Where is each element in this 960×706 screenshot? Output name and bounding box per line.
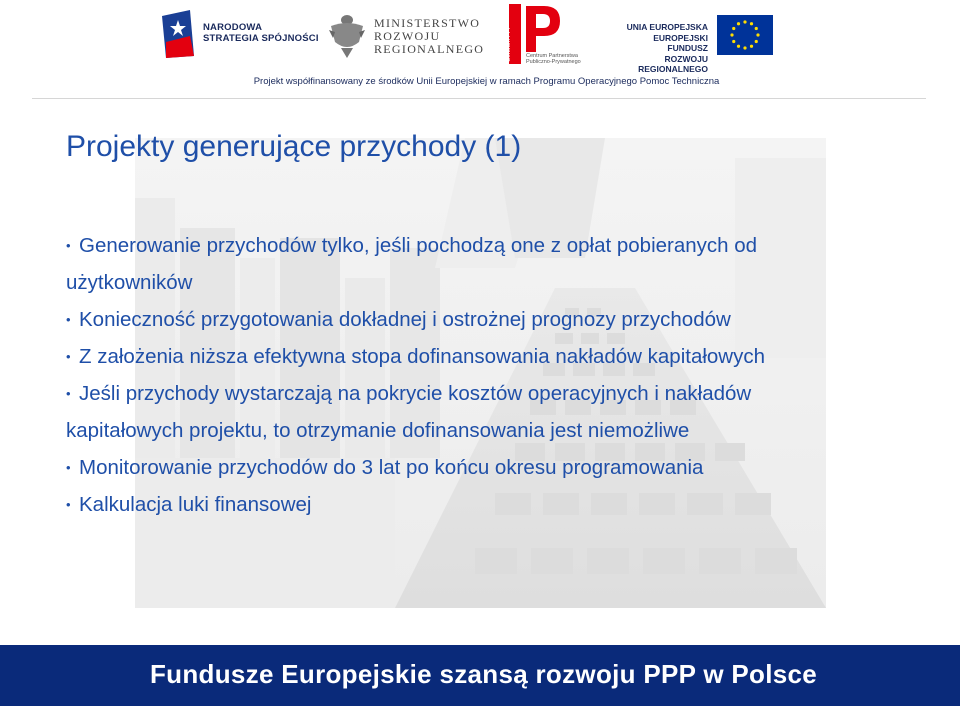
eu-line-3: ROZWOJU REGIONALNEGO	[638, 53, 708, 74]
eu-flag-icon	[717, 15, 773, 55]
bullet-continuation: kapitałowych projektu, to otrzymanie dofinansowania jest niemożliwe	[66, 419, 690, 442]
eu-star	[743, 46, 746, 49]
ppp-bar-text: Centrum PPP	[506, 25, 512, 62]
header-divider	[32, 98, 926, 99]
bullet-item: • Jeśli przychody wystarczają na pokrycie kosztów operacyjnych i nakładów	[66, 375, 886, 412]
bullet-item: • Kalkulacja luki finansowej	[66, 486, 886, 523]
eu-star	[732, 27, 735, 30]
header	[0, 0, 960, 100]
eu-star	[750, 22, 753, 25]
nss-flag-logo	[160, 8, 196, 60]
eu-logo-text	[612, 22, 708, 75]
footer-banner	[0, 645, 960, 706]
ministry-line-1: MINISTERSTWO	[374, 16, 481, 30]
eu-star	[730, 33, 733, 36]
eu-star	[737, 45, 740, 48]
eu-star	[737, 22, 740, 25]
eu-line-2: EUROPEJSKI FUNDUSZ	[653, 32, 708, 53]
ppp-centre-text	[526, 53, 581, 65]
ministry-line-2: ROZWOJU	[374, 29, 441, 43]
eu-star	[732, 40, 735, 43]
bullet-list	[66, 227, 886, 523]
bullet-item: • Z założenia niższa efektywna stopa dofinansowania nakładów kapitałowych	[66, 338, 886, 375]
eu-star	[755, 40, 758, 43]
eagle-emblem-icon	[327, 12, 367, 60]
bullet-continuation: użytkowników	[66, 271, 193, 294]
cofinancing-subtitle: Projekt współfinansowany ze środków Unii Europejskiej w ramach Programu Operacyjnego Pomoc Techniczna	[253, 76, 720, 87]
eu-star	[743, 20, 746, 23]
nss-logo-text	[203, 22, 319, 44]
bullet-item: • Konieczność przygotowania dokładnej i ostrożnej prognozy przychodów	[66, 301, 886, 338]
bullet-item: • Generowanie przychodów tylko, jeśli pochodzą one z opłat pobieranych od	[66, 227, 886, 264]
slide-title: Projekty generujące przychody (1)	[66, 130, 522, 163]
ppp-centre-line-2: Publiczno-Prywatnego	[526, 59, 581, 65]
bullet-item: • Monitorowanie przychodów do 3 lat po końcu okresu programowania	[66, 449, 886, 486]
footer-slogan: Fundusze Europejskie szansą rozwoju PPP w Polsce	[150, 659, 818, 689]
eu-star	[756, 33, 759, 36]
ministry-line-3: REGIONALNEGO	[374, 42, 485, 56]
eu-line-1: UNIA EUROPEJSKA	[626, 22, 708, 32]
ministry-logo-text	[374, 17, 484, 56]
eu-star	[750, 45, 753, 48]
nss-line-2: STRATEGIA SPÓJNOŚCI	[203, 33, 319, 44]
ppp-centre-line-1: Centrum Partnerstwa	[526, 53, 578, 59]
nss-line-1: NARODOWA	[203, 22, 263, 33]
eu-star	[755, 27, 758, 30]
